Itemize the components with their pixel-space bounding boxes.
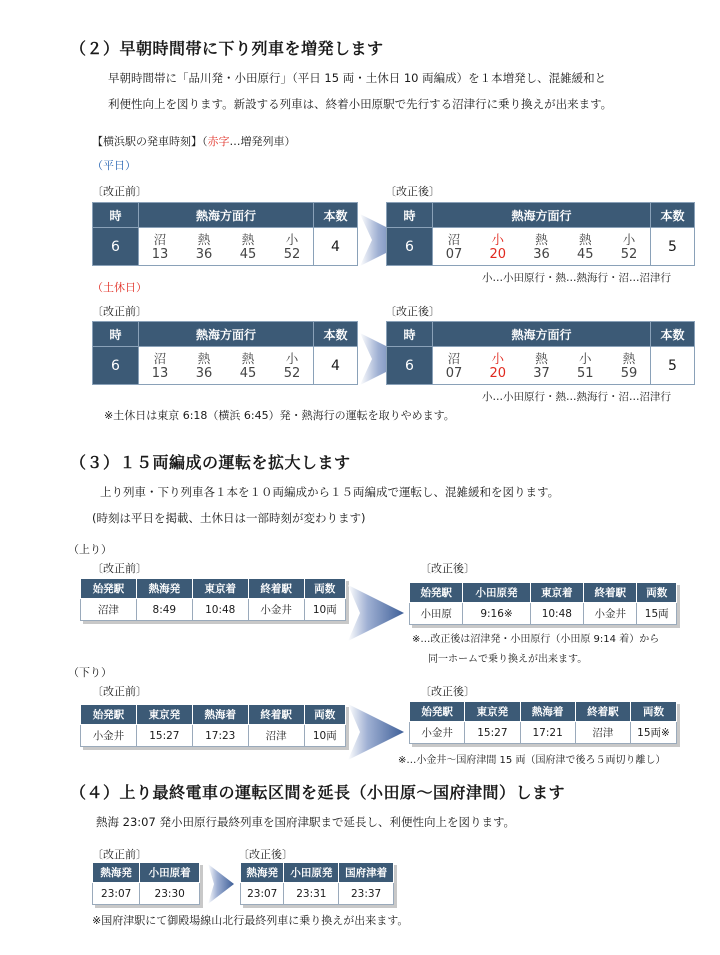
column-header: 東京着 bbox=[530, 583, 583, 603]
table-cell: 15:27 bbox=[465, 722, 520, 744]
column-header: 小田原着 bbox=[140, 863, 200, 883]
train-entry bbox=[189, 232, 219, 262]
down-label: （下り） bbox=[68, 666, 112, 679]
column-header: 東京着 bbox=[192, 579, 248, 599]
table-cell: 沼津 bbox=[81, 599, 137, 621]
hour-cell: 6 bbox=[387, 347, 433, 385]
train-entry bbox=[570, 351, 600, 381]
train-destination: 沼 bbox=[153, 231, 167, 247]
column-header: 熱海発 bbox=[136, 579, 192, 599]
column-header: 両数 bbox=[631, 702, 677, 722]
sec4-after-label: 〔改正後〕 bbox=[238, 848, 293, 861]
table-cell: 10両 bbox=[304, 725, 345, 747]
column-header: 始発駅 bbox=[410, 583, 463, 603]
train-minute: 51 bbox=[576, 365, 594, 381]
trains-cell bbox=[139, 347, 314, 385]
section2-line2: 利便性向上を図ります。新設する列車は、終着小田原駅で先行する沼津行に乗り換えが出来ます。 bbox=[108, 97, 613, 111]
weekday-legend: 小…小田原行・熱…熱海行・沼…沼津行 bbox=[482, 272, 671, 284]
holiday-note: ※土休日は東京 6:18（横浜 6:45）発・熱海行の運転を取りやめます。 bbox=[104, 409, 455, 422]
train-minute: 36 bbox=[533, 246, 550, 262]
section3-heading: （３）１５両編成の運転を拡大します bbox=[70, 453, 351, 472]
column-header: 東京発 bbox=[136, 705, 192, 725]
train-entry bbox=[439, 232, 469, 262]
up-before-label: 〔改正前〕 bbox=[92, 562, 147, 575]
table-cell: 8:49 bbox=[136, 599, 192, 621]
column-header: 両数 bbox=[304, 705, 345, 725]
weekday-after-label: 〔改正後〕 bbox=[385, 185, 440, 198]
table-cell: 小金井 bbox=[584, 603, 637, 625]
hour-cell: 6 bbox=[387, 228, 433, 266]
train-minute: 45 bbox=[239, 365, 257, 381]
train-entry bbox=[145, 351, 175, 381]
down-after-table bbox=[409, 701, 677, 744]
column-header: 始発駅 bbox=[410, 702, 465, 722]
column-header: 東京発 bbox=[465, 702, 520, 722]
train-entry bbox=[614, 232, 644, 262]
hour-cell: 6 bbox=[93, 347, 139, 385]
train-destination: 小 bbox=[491, 350, 504, 366]
table-cell: 23:30 bbox=[140, 883, 200, 905]
up-before-table bbox=[80, 578, 346, 621]
down-before-label: 〔改正前〕 bbox=[92, 685, 147, 698]
train-destination: 小 bbox=[578, 350, 592, 366]
train-minute: 13 bbox=[151, 365, 169, 381]
column-header: 熱海発 bbox=[93, 863, 140, 883]
count-cell: 4 bbox=[314, 228, 358, 266]
down-note: ※…小金井～国府津間 15 両（国府津で後ろ５両切り離し） bbox=[398, 755, 666, 766]
count-cell: 4 bbox=[314, 347, 358, 385]
table-cell: 10両 bbox=[304, 599, 345, 621]
section2-line1: 早朝時間帯に「品川発・小田原行」（平日 15 両・土休日 10 両編成）を１本増発し、混雑緩和と bbox=[108, 71, 607, 85]
timetable-caption: 【横浜駅の発車時刻】（赤字…増発列車） bbox=[92, 135, 296, 148]
weekday-before-table bbox=[92, 202, 358, 266]
train-minute: 07 bbox=[445, 246, 463, 262]
train-entry bbox=[614, 351, 644, 381]
weekday-before-label: 〔改正前〕 bbox=[92, 185, 147, 198]
trains-cell bbox=[433, 228, 651, 266]
train-destination: 熱 bbox=[241, 350, 255, 366]
sec4-note: ※国府津駅にて御殿場線山北行最終列車に乗り換えが出来ます。 bbox=[92, 914, 409, 927]
table-cell: 小金井 bbox=[248, 599, 304, 621]
col-hour: 時 bbox=[387, 322, 433, 347]
arrow-icon bbox=[348, 585, 404, 641]
train-destination: 熱 bbox=[535, 231, 548, 247]
section4-heading: （４）上り最終電車の運転区間を延長（小田原～国府津間）します bbox=[70, 783, 566, 802]
train-entry bbox=[527, 232, 557, 262]
column-header: 両数 bbox=[637, 583, 677, 603]
sec4-before-table bbox=[92, 862, 200, 905]
table-cell: 小金井 bbox=[410, 722, 465, 744]
down-before-table bbox=[80, 704, 346, 747]
table-cell: 17:21 bbox=[520, 722, 575, 744]
section4-line1: 熱海 23:07 発小田原行最終列車を国府津駅まで延長し、利便性向上を図ります。 bbox=[96, 815, 516, 829]
table-cell: 15両※ bbox=[631, 722, 677, 744]
column-header: 終着駅 bbox=[575, 702, 630, 722]
sec4-before-label: 〔改正前〕 bbox=[92, 848, 147, 861]
up-note-2: 同一ホームで乗り換えが出来ます。 bbox=[428, 654, 588, 665]
train-minute: 59 bbox=[620, 365, 638, 381]
train-destination: 沼 bbox=[153, 350, 167, 366]
train-destination: 熱 bbox=[197, 350, 211, 366]
table-cell: 10:48 bbox=[192, 599, 248, 621]
train-entry bbox=[277, 232, 307, 262]
holiday-legend: 小…小田原行・熱…熱海行・沼…沼津行 bbox=[482, 391, 671, 403]
table-cell: 小金井 bbox=[81, 725, 137, 747]
table-cell: 15両 bbox=[637, 603, 677, 625]
train-entry bbox=[189, 351, 219, 381]
holiday-before-table bbox=[92, 321, 358, 385]
train-entry bbox=[483, 232, 513, 262]
section2-heading: （２）早朝時間帯に下り列車を増発します bbox=[70, 39, 384, 58]
column-header: 熱海着 bbox=[520, 702, 575, 722]
column-header: 熱海発 bbox=[241, 863, 284, 883]
column-header: 小田原発 bbox=[284, 863, 339, 883]
column-header: 国府津着 bbox=[339, 863, 394, 883]
weekday-after-table bbox=[386, 202, 695, 266]
col-direction: 熱海方面行 bbox=[139, 322, 314, 347]
col-direction: 熱海方面行 bbox=[433, 322, 651, 347]
col-count: 本数 bbox=[314, 203, 358, 228]
train-minute: 52 bbox=[620, 246, 638, 262]
col-hour: 時 bbox=[387, 203, 433, 228]
train-minute: 37 bbox=[533, 365, 550, 381]
section3-line1: 上り列車・下り列車各１本を１０両編成から１５両編成で運転し、混雑緩和を図ります。 bbox=[100, 485, 560, 499]
train-destination: 熱 bbox=[578, 231, 592, 247]
train-minute: 20 bbox=[489, 246, 507, 262]
train-entry bbox=[277, 351, 307, 381]
count-cell: 5 bbox=[651, 347, 695, 385]
column-header: 始発駅 bbox=[81, 579, 137, 599]
train-entry bbox=[483, 351, 513, 381]
table-cell: 23:07 bbox=[93, 883, 140, 905]
train-destination: 熱 bbox=[535, 350, 548, 366]
train-minute: 52 bbox=[283, 365, 301, 381]
count-cell: 5 bbox=[651, 228, 695, 266]
column-header: 小田原発 bbox=[463, 583, 530, 603]
up-note-1: ※…改正後は沼津発・小田原行（小田原 9:14 着）から bbox=[412, 634, 660, 645]
train-entry bbox=[233, 351, 263, 381]
holiday-before-label: 〔改正前〕 bbox=[92, 305, 147, 318]
arrow-icon bbox=[208, 864, 234, 904]
column-header: 両数 bbox=[304, 579, 345, 599]
train-destination: 沼 bbox=[447, 350, 461, 366]
col-hour: 時 bbox=[93, 322, 139, 347]
train-destination: 沼 bbox=[447, 231, 461, 247]
train-minute: 07 bbox=[445, 365, 463, 381]
column-header: 終着駅 bbox=[584, 583, 637, 603]
column-header: 熱海着 bbox=[192, 705, 248, 725]
train-destination: 小 bbox=[622, 231, 636, 247]
train-minute: 20 bbox=[489, 365, 507, 381]
table-cell: 23:07 bbox=[241, 883, 284, 905]
table-cell: 小田原 bbox=[410, 603, 463, 625]
section3-line2: (時刻は平日を掲載、土休日は一部時刻が変わります) bbox=[92, 511, 366, 525]
train-destination: 小 bbox=[285, 350, 299, 366]
hour-cell: 6 bbox=[93, 228, 139, 266]
table-cell: 17:23 bbox=[192, 725, 248, 747]
column-header: 終着駅 bbox=[248, 579, 304, 599]
train-destination: 小 bbox=[491, 231, 504, 247]
col-direction: 熱海方面行 bbox=[139, 203, 314, 228]
up-after-table bbox=[409, 582, 677, 625]
train-entry bbox=[233, 232, 263, 262]
table-cell: 9:16※ bbox=[463, 603, 530, 625]
train-minute: 45 bbox=[576, 246, 594, 262]
table-cell: 23:31 bbox=[284, 883, 339, 905]
train-destination: 小 bbox=[285, 231, 299, 247]
up-after-label: 〔改正後〕 bbox=[420, 562, 475, 575]
train-minute: 52 bbox=[283, 246, 301, 262]
train-entry bbox=[145, 232, 175, 262]
table-cell: 沼津 bbox=[248, 725, 304, 747]
train-minute: 36 bbox=[195, 246, 213, 262]
col-count: 本数 bbox=[651, 203, 695, 228]
train-destination: 熱 bbox=[197, 231, 211, 247]
down-after-label: 〔改正後〕 bbox=[420, 685, 475, 698]
table-cell: 沼津 bbox=[575, 722, 630, 744]
table-cell: 23:37 bbox=[339, 883, 394, 905]
holiday-label: （土休日） bbox=[92, 281, 147, 294]
holiday-after-table bbox=[386, 321, 695, 385]
holiday-after-label: 〔改正後〕 bbox=[385, 305, 440, 318]
table-cell: 10:48 bbox=[530, 603, 583, 625]
train-minute: 36 bbox=[195, 365, 213, 381]
train-entry bbox=[570, 232, 600, 262]
table-cell: 15:27 bbox=[136, 725, 192, 747]
sec4-after-table bbox=[240, 862, 394, 905]
col-direction: 熱海方面行 bbox=[433, 203, 651, 228]
train-destination: 熱 bbox=[241, 231, 255, 247]
col-hour: 時 bbox=[93, 203, 139, 228]
col-count: 本数 bbox=[651, 322, 695, 347]
trains-cell bbox=[139, 228, 314, 266]
arrow-icon bbox=[348, 704, 404, 760]
column-header: 始発駅 bbox=[81, 705, 137, 725]
weekday-label: （平日） bbox=[92, 159, 136, 172]
trains-cell bbox=[433, 347, 651, 385]
col-count: 本数 bbox=[314, 322, 358, 347]
train-minute: 45 bbox=[239, 246, 257, 262]
train-entry bbox=[527, 351, 557, 381]
train-destination: 熱 bbox=[622, 350, 636, 366]
train-entry bbox=[439, 351, 469, 381]
train-minute: 13 bbox=[151, 246, 169, 262]
up-label: （上り） bbox=[68, 543, 112, 556]
column-header: 終着駅 bbox=[248, 705, 304, 725]
